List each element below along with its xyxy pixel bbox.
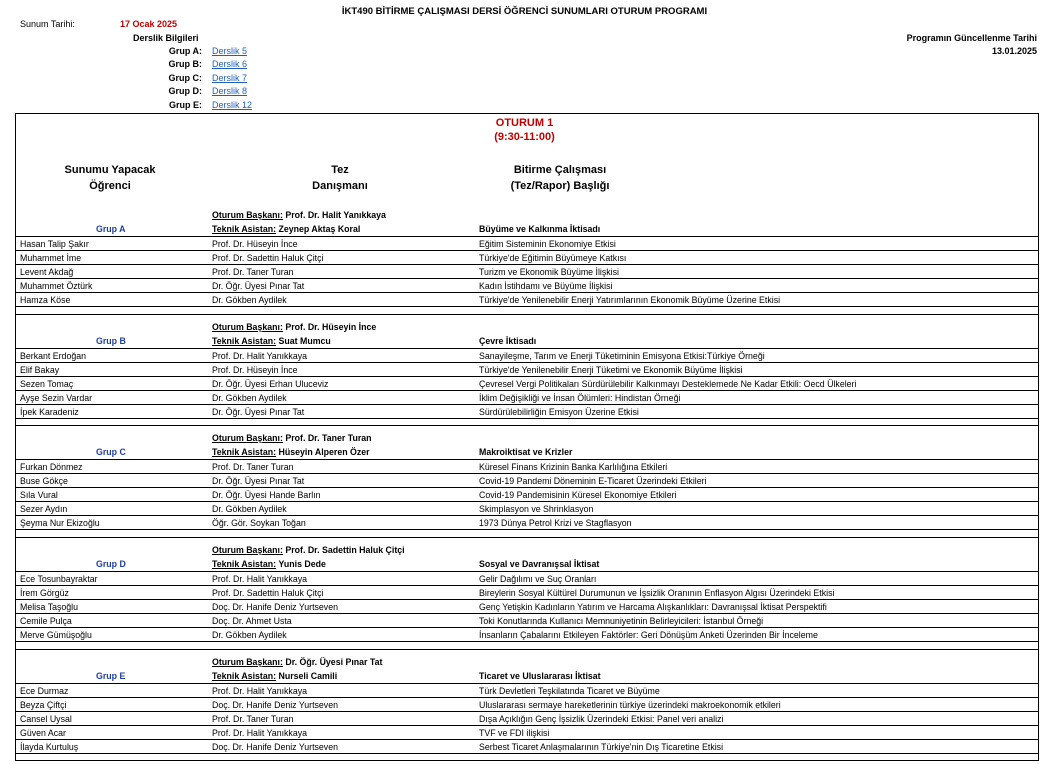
advisor-name: Prof. Dr. Taner Turan bbox=[212, 714, 294, 724]
advisor-name: Prof. Dr. Halit Yanıkkaya bbox=[212, 351, 308, 361]
student-name: İrem Görgüz bbox=[20, 588, 69, 598]
advisor-name: Öğr. Gör. Soykan Toğan bbox=[212, 518, 306, 528]
technical-assistant-label: Teknik Asistan: bbox=[212, 336, 277, 346]
advisor-name: Prof. Dr. Sadettin Haluk Çitçi bbox=[212, 588, 324, 598]
advisor-name: Prof. Dr. Hüseyin İnce bbox=[212, 365, 298, 375]
column-header-line: Danışmanı bbox=[312, 180, 368, 192]
thesis-title: Bireylerin Sosyal Kültürel Durumunun ve İşsizlik Oranının Enflasyon Algısı Üzerindeki Etkisi bbox=[479, 588, 835, 598]
student-name: Cansel Uysal bbox=[20, 714, 72, 724]
table-row bbox=[16, 515, 1038, 530]
room-group-label: Grup E: bbox=[169, 100, 202, 110]
table-row bbox=[16, 501, 1038, 516]
student-name: Muhammet İme bbox=[20, 253, 82, 263]
advisor-name: Dr. Gökben Aydilek bbox=[212, 393, 287, 403]
session-chair-name: Prof. Dr. Hüseyin İnce bbox=[285, 322, 377, 332]
thesis-title: Turizm ve Ekonomik Büyüme İlişkisi bbox=[479, 267, 619, 277]
student-name: Ece Tosunbayraktar bbox=[20, 574, 98, 584]
group-topic: Ticaret ve Uluslararası İktisat bbox=[479, 671, 601, 681]
session-chair-label: Oturum Başkanı: bbox=[212, 322, 283, 332]
table-row bbox=[16, 739, 1038, 754]
group-topic: Sosyal ve Davranışsal İktisat bbox=[479, 559, 600, 569]
technical-assistant bbox=[212, 223, 360, 235]
column-header-advisor bbox=[275, 162, 405, 194]
thesis-title: İnsanların Çabalarını Etkileyen Faktörler: Geri Dönüşüm Anketi Üzerinden Bir İnceleme bbox=[479, 630, 818, 640]
session-chair-name: Prof. Dr. Sadettin Haluk Çitçi bbox=[285, 545, 405, 555]
group-block bbox=[16, 320, 1038, 422]
technical-assistant bbox=[212, 446, 370, 458]
column-header-line: Tez bbox=[331, 164, 349, 176]
table-row bbox=[16, 236, 1038, 251]
column-header-line: Bitirme Çalışması bbox=[513, 164, 607, 176]
column-header-line: Sunumu Yapacak bbox=[64, 164, 156, 176]
advisor-name: Prof. Dr. Taner Turan bbox=[212, 462, 294, 472]
table-row bbox=[16, 571, 1038, 586]
advisor-name: Dr. Gökben Aydilek bbox=[212, 504, 287, 514]
advisor-name: Prof. Dr. Halit Yanıkkaya bbox=[212, 686, 308, 696]
table-row bbox=[16, 264, 1038, 279]
student-name: İpek Karadeniz bbox=[20, 407, 79, 417]
thesis-title: Kadın İstihdamı ve Büyüme İlişkisi bbox=[479, 281, 613, 291]
room-group-label: Grup B: bbox=[168, 59, 202, 69]
thesis-title: Sürdürülebilirliğin Emisyon Üzerine Etkisi bbox=[479, 407, 639, 417]
room-link[interactable]: Derslik 7 bbox=[212, 73, 248, 83]
table-row bbox=[16, 362, 1038, 377]
room-link[interactable]: Derslik 5 bbox=[212, 46, 248, 56]
table-row bbox=[16, 711, 1038, 726]
sunum-date-value: 17 Ocak 2025 bbox=[120, 19, 178, 29]
room-group-label: Grup D: bbox=[168, 86, 202, 96]
technical-assistant-label: Teknik Asistan: bbox=[212, 224, 277, 234]
student-name: Ece Durmaz bbox=[20, 686, 69, 696]
group-topic: Büyüme ve Kalkınma İktisadı bbox=[479, 224, 601, 234]
group-name: Grup D bbox=[96, 559, 126, 569]
group-block bbox=[16, 208, 1038, 310]
room-link[interactable]: Derslik 8 bbox=[212, 86, 248, 96]
table-row bbox=[16, 697, 1038, 712]
advisor-name: Dr. Gökben Aydilek bbox=[212, 630, 287, 640]
technical-assistant-name: Zeynep Aktaş Koral bbox=[278, 224, 361, 234]
advisor-name: Prof. Dr. Halit Yanıkkaya bbox=[212, 728, 308, 738]
row-bottom-line bbox=[16, 753, 1038, 754]
student-name: Levent Akdağ bbox=[20, 267, 74, 277]
technical-assistant-name: Yunis Dede bbox=[278, 559, 326, 569]
group-topic: Makroiktisat ve Krizler bbox=[479, 447, 573, 457]
technical-assistant bbox=[212, 670, 337, 682]
group-separator bbox=[16, 537, 1038, 538]
student-name: Şeyma Nur Ekizoğlu bbox=[20, 518, 100, 528]
student-name: Ayşe Sezin Vardar bbox=[20, 393, 93, 403]
student-name: Hamza Köse bbox=[20, 295, 71, 305]
session-chair bbox=[212, 432, 372, 444]
session-chair-label: Oturum Başkanı: bbox=[212, 433, 283, 443]
group-separator bbox=[16, 649, 1038, 650]
group-block bbox=[16, 655, 1038, 757]
table-row bbox=[16, 278, 1038, 293]
column-header-thesis bbox=[480, 162, 640, 194]
thesis-title: Toki Konutlarında Kullanıcı Memnuniyetinin Belirleyicileri: İstanbul Örneği bbox=[479, 616, 764, 626]
group-topic: Çevre İktisadı bbox=[479, 336, 537, 346]
table-row bbox=[16, 613, 1038, 628]
advisor-name: Prof. Dr. Sadettin Haluk Çitçi bbox=[212, 253, 324, 263]
thesis-title: Küresel Finans Krizinin Banka Karlılığına Etkileri bbox=[479, 462, 668, 472]
student-name: Buse Gökçe bbox=[20, 476, 68, 486]
advisor-name: Dr. Öğr. Üyesi Pınar Tat bbox=[212, 281, 305, 291]
table-row bbox=[16, 725, 1038, 740]
advisor-name: Dr. Öğr. Üyesi Erhan Uluceviz bbox=[212, 379, 329, 389]
thesis-title: Türk Devletleri Teşkilatında Ticaret ve Büyüme bbox=[479, 686, 660, 696]
advisor-name: Doç. Dr. Ahmet Usta bbox=[212, 616, 292, 626]
thesis-title: Çevresel Vergi Politikaları Sürdürülebilir Kalkınmayı Desteklemede Ne Kadar Etkili: Oecd Ülkeleri bbox=[479, 379, 857, 389]
advisor-name: Prof. Dr. Halit Yanıkkaya bbox=[212, 574, 308, 584]
thesis-title: Serbest Ticaret Anlaşmalarının Türkiye'nin Dış Ticaretine Etkisi bbox=[479, 742, 724, 752]
student-name: Merve Gümüşoğlu bbox=[20, 630, 92, 640]
table-row bbox=[16, 487, 1038, 502]
thesis-title: Sanayileşme, Tarım ve Enerji Tüketiminin Emisyona Etkisi:Türkiye Örneği bbox=[479, 351, 765, 361]
thesis-title: İklim Değişikliği ve İnsan Ölümleri: Hindistan Örneği bbox=[479, 393, 681, 403]
table-row bbox=[16, 348, 1038, 363]
thesis-title: Türkiye'de Yenilenebilir Enerji Tüketimi ve Ekonomik Büyüme İlişkisi bbox=[479, 365, 743, 375]
column-header-line: Öğrenci bbox=[89, 180, 131, 192]
session-chair-label: Oturum Başkanı: bbox=[212, 657, 283, 667]
thesis-title: TVF ve FDI ilişkisi bbox=[479, 728, 550, 738]
advisor-name: Dr. Gökben Aydilek bbox=[212, 295, 287, 305]
room-link[interactable]: Derslik 12 bbox=[212, 100, 253, 110]
table-row bbox=[16, 390, 1038, 405]
session-chair bbox=[212, 656, 382, 668]
update-date-label: Programın Güncellenme Tarihi bbox=[906, 33, 1037, 43]
student-name: Melisa Taşoğlu bbox=[20, 602, 79, 612]
sunum-date-label: Sunum Tarihi: bbox=[20, 19, 75, 29]
session-chair bbox=[212, 209, 386, 221]
session-title: OTURUM 1 bbox=[495, 117, 554, 129]
thesis-title: Türkiye'de Eğitimin Büyümeye Katkısı bbox=[479, 253, 627, 263]
student-name: İlayda Kurtuluş bbox=[20, 742, 79, 752]
session-chair bbox=[212, 544, 405, 556]
student-name: Beyza Çiftçi bbox=[20, 700, 67, 710]
student-name: Hasan Talip Şakır bbox=[20, 239, 89, 249]
student-name: Elif Bakay bbox=[20, 365, 60, 375]
table-row bbox=[16, 376, 1038, 391]
advisor-name: Prof. Dr. Hüseyin İnce bbox=[212, 239, 298, 249]
room-info-heading: Derslik Bilgileri bbox=[133, 33, 199, 43]
session-chair-name: Prof. Dr. Halit Yanıkkaya bbox=[285, 210, 386, 220]
session-chair bbox=[212, 321, 376, 333]
advisor-name: Dr. Öğr. Üyesi Hande Barlın bbox=[212, 490, 321, 500]
session-chair-label: Oturum Başkanı: bbox=[212, 545, 283, 555]
group-name: Grup B bbox=[96, 336, 126, 346]
student-name: Sıla Vural bbox=[20, 490, 58, 500]
session-chair-name: Dr. Öğr. Üyesi Pınar Tat bbox=[285, 657, 383, 667]
column-header-line: (Tez/Rapor) Başlığı bbox=[510, 180, 610, 192]
group-name: Grup A bbox=[96, 224, 126, 234]
table-row bbox=[16, 683, 1038, 698]
advisor-name: Dr. Öğr. Üyesi Pınar Tat bbox=[212, 407, 305, 417]
thesis-title: Covid-19 Pandemisinin Küresel Ekonomiye Etkileri bbox=[479, 490, 677, 500]
group-separator bbox=[16, 314, 1038, 315]
room-link[interactable]: Derslik 6 bbox=[212, 59, 248, 69]
technical-assistant-label: Teknik Asistan: bbox=[212, 671, 277, 681]
technical-assistant-label: Teknik Asistan: bbox=[212, 447, 277, 457]
table-row bbox=[16, 599, 1038, 614]
session-time: (9:30-11:00) bbox=[494, 131, 555, 143]
technical-assistant-label: Teknik Asistan: bbox=[212, 559, 277, 569]
advisor-name: Doç. Dr. Hanife Deniz Yurtseven bbox=[212, 742, 338, 752]
technical-assistant-name: Nurseli Camili bbox=[278, 671, 338, 681]
group-separator bbox=[16, 425, 1038, 426]
student-name: Güven Acar bbox=[20, 728, 66, 738]
room-group-label: Grup C: bbox=[168, 73, 202, 83]
group-name: Grup E bbox=[96, 671, 126, 681]
update-date-value: 13.01.2025 bbox=[991, 46, 1037, 56]
table-row bbox=[16, 585, 1038, 600]
technical-assistant bbox=[212, 335, 331, 347]
table-row bbox=[16, 250, 1038, 265]
thesis-title: 1973 Dünya Petrol Krizi ve Stagflasyon bbox=[479, 518, 632, 528]
room-group-label: Grup A: bbox=[168, 46, 202, 56]
row-bottom-line bbox=[16, 306, 1038, 307]
student-name: Sezer Aydın bbox=[20, 504, 68, 514]
row-bottom-line bbox=[16, 641, 1038, 642]
thesis-title: Covid-19 Pandemi Döneminin E-Ticaret Üzerindeki Etkileri bbox=[479, 476, 707, 486]
group-name: Grup C bbox=[96, 447, 126, 457]
thesis-title: Türkiye'de Yenilenebilir Enerji Yatırımlarının Ekonomik Büyüme Üzerine Etkisi bbox=[479, 295, 781, 305]
page-title: İKT490 BİTİRME ÇALIŞMASI DERSİ ÖĞRENCİ SUNUMLARI OTURUM PROGRAMI bbox=[341, 6, 708, 17]
session-chair-label: Oturum Başkanı: bbox=[212, 210, 283, 220]
thesis-title: Uluslararası sermaye hareketlerinin türkiye üzerindeki makroekonomik etkileri bbox=[479, 700, 781, 710]
row-bottom-line bbox=[16, 418, 1038, 419]
thesis-title: Gelir Dağılımı ve Suç Oranları bbox=[479, 574, 597, 584]
table-row bbox=[16, 404, 1038, 419]
thesis-title: Skimplasyon ve Shrinklasyon bbox=[479, 504, 594, 514]
advisor-name: Dr. Öğr. Üyesi Pınar Tat bbox=[212, 476, 305, 486]
advisor-name: Prof. Dr. Taner Turan bbox=[212, 267, 294, 277]
technical-assistant bbox=[212, 558, 326, 570]
thesis-title: Eğitim Sisteminin Ekonomiye Etkisi bbox=[479, 239, 616, 249]
table-row bbox=[16, 292, 1038, 307]
thesis-title: Dışa Açıklığın Genç İşsizlik Üzerindeki Etkisi: Panel veri analizi bbox=[479, 714, 724, 724]
student-name: Cemile Pulça bbox=[20, 616, 72, 626]
row-bottom-line bbox=[16, 529, 1038, 530]
table-row bbox=[16, 627, 1038, 642]
student-name: Berkant Erdoğan bbox=[20, 351, 87, 361]
student-name: Muhammet Öztürk bbox=[20, 281, 93, 291]
table-row bbox=[16, 473, 1038, 488]
session-chair-name: Prof. Dr. Taner Turan bbox=[285, 433, 372, 443]
thesis-title: Genç Yetişkin Kadınların Yatırım ve Harcama Alışkanlıkları: Davranışsal İktisat Perspektifi bbox=[479, 602, 827, 612]
column-header-student bbox=[45, 162, 175, 194]
table-row bbox=[16, 459, 1038, 474]
technical-assistant-name: Hüseyin Alperen Özer bbox=[278, 447, 370, 457]
technical-assistant-name: Suat Mumcu bbox=[278, 336, 331, 346]
advisor-name: Doç. Dr. Hanife Deniz Yurtseven bbox=[212, 700, 338, 710]
group-block bbox=[16, 543, 1038, 645]
advisor-name: Doç. Dr. Hanife Deniz Yurtseven bbox=[212, 602, 338, 612]
student-name: Furkan Dönmez bbox=[20, 462, 83, 472]
group-block bbox=[16, 431, 1038, 533]
student-name: Sezen Tomaç bbox=[20, 379, 74, 389]
